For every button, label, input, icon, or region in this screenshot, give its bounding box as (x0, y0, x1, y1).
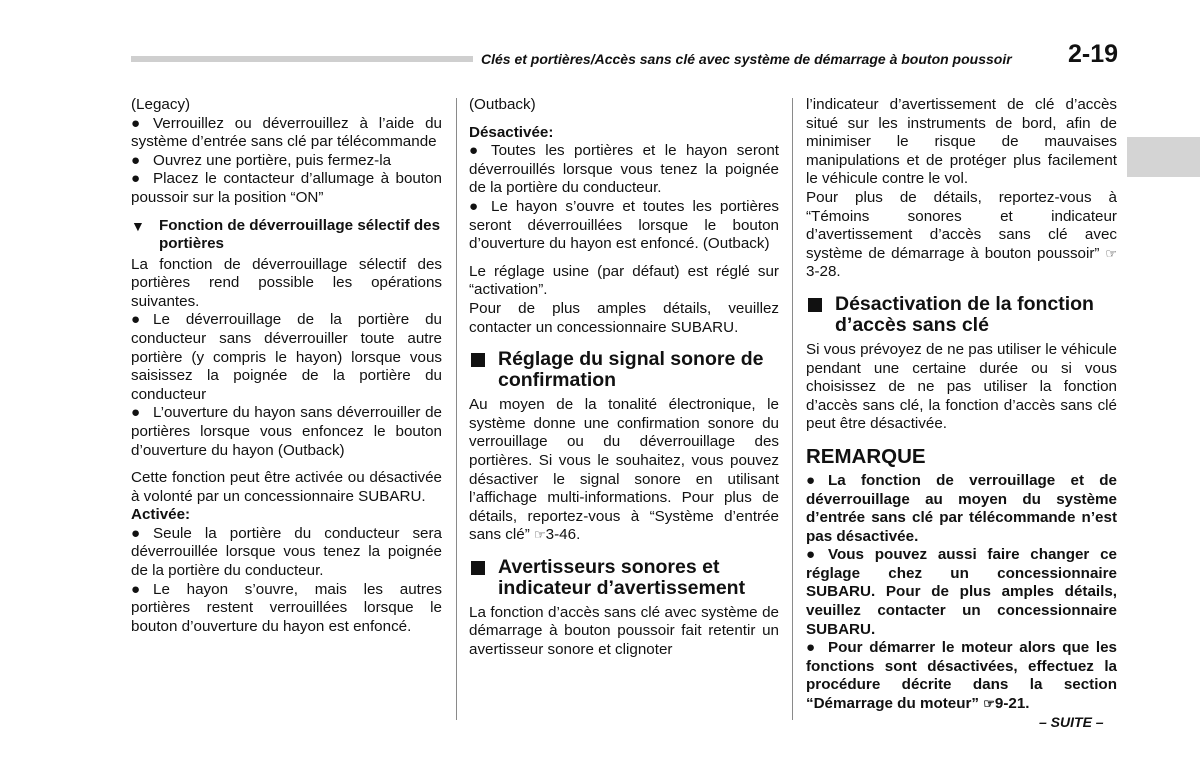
paragraph: Cette fonction peut être activée ou désactivée à volonté par un concessionnaire SUBARU. (131, 469, 442, 505)
remarque-heading: REMARQUE (806, 444, 926, 468)
bullet-icon: ● (806, 546, 816, 564)
page-number: 2-19 (1068, 40, 1119, 68)
section-heading-text: Désactivation de la fonction d’accès sans clé (835, 292, 1094, 336)
bullet-icon: ● (806, 639, 816, 657)
note-item (806, 639, 1117, 713)
note-text: La fonction de verrouillage et de déverrouillage au moyen du système d’entrée sans clé par télécommande n’est pas désactivée. (806, 471, 1117, 545)
page-reference-icon: ☞ (1105, 245, 1117, 261)
section-heading-text: Avertisseurs sonores et indicateur d’avertissement (498, 555, 746, 599)
page-reference-icon: ☞ (534, 527, 546, 543)
desactivee-label: Désactivée: (469, 123, 554, 141)
square-icon (471, 561, 485, 575)
paragraph-legacy: (Legacy) (131, 96, 191, 113)
bullet-text: Placez le contacteur d’allumage à bouton poussoir sur la position “ON” (131, 170, 442, 206)
bullet-text: Verrouillez ou déverrouillez à l’aide du système d’entrée sans clé par télécommande (131, 114, 442, 151)
bullet-item (131, 311, 442, 404)
square-icon (808, 298, 822, 312)
bullet-icon: ● (131, 114, 141, 132)
page-reference: 3-46. (545, 526, 581, 544)
paragraph-text: Au moyen de la tonalité électronique, le système donne une confirmation sonore du verrouillage ou du déverrouillage des portières. Si vous le souhaitez, vous pouvez désactiver le signal sonore en utilisant l’affichage multi-informations. Pour plus de détails, reportez-vous à “Système d’entrée sans clé” (469, 396, 779, 544)
bullet-icon: ● (806, 471, 816, 489)
page-reference-icon: ☞ (983, 696, 995, 712)
page-reference: 3-28. (806, 263, 841, 281)
bullet-item (131, 170, 442, 207)
section-heading (806, 294, 1117, 336)
paragraph: l’indicateur d’avertissement de clé d’accès situé sur les instruments de bord, afin de minimiser le risque de mauvaises manipulations et de protéger plus facilement le véhicule contre le vol. (806, 96, 1117, 188)
note-text: Vous pouvez aussi faire changer ce réglage chez un concessionnaire SUBARU. Pour de plus amples détails, veuillez contacter un concessionnaire SUBARU. (806, 546, 1117, 638)
bullet-item (131, 115, 442, 152)
subsection-heading-text: Fonction de déverrouillage sélectif des portières (159, 216, 441, 252)
note-item (806, 472, 1117, 546)
bullet-text: L’ouverture du hayon sans déverrouiller de portières lorsque vous enfoncez le bouton d’ouverture du hayon (Outback) (131, 404, 442, 459)
bullet-icon: ● (131, 151, 141, 169)
bullet-text: Le hayon s’ouvre, mais les autres portières restent verrouillées lorsque le bouton d’ouverture du hayon est enfoncé. (131, 580, 442, 635)
triangle-icon: ▼ (131, 217, 145, 234)
paragraph: La fonction de déverrouillage sélectif des portières rend possible les opérations suivantes. (131, 255, 442, 310)
chapter-side-tab (1127, 137, 1200, 177)
bullet-text: Le déverrouillage de la portière du conducteur sans déverrouiller toute autre portière (y compris le hayon) lorsque vous saisissez la poignée de la portière du conducteur (131, 311, 442, 403)
header-rule (131, 56, 473, 62)
bullet-icon: ● (469, 142, 479, 160)
bullet-text: Le hayon s’ouvre et toutes les portières seront déverrouillées lorsque le bouton d’ouverture du hayon est enfoncé. (Outback) (469, 197, 779, 253)
bullet-icon: ● (131, 404, 141, 422)
note-item (806, 546, 1117, 639)
column-3 (806, 96, 1117, 714)
bullet-icon: ● (131, 524, 141, 542)
bullet-item (131, 525, 442, 581)
bullet-text: Toutes les portières et le hayon seront déverrouillés lorsque vous tenez la poignée de la portière du conducteur. (469, 142, 779, 197)
bullet-item (469, 142, 779, 198)
section-heading-text: Réglage du signal sonore de confirmation (498, 348, 764, 392)
subsection-heading (131, 217, 442, 253)
bullet-icon: ● (131, 170, 141, 188)
running-header-title: Clés et portières/Accès sans clé avec système de démarrage à bouton poussoir (481, 51, 1012, 67)
paragraph-outback: (Outback) (469, 96, 536, 113)
bullet-item (131, 581, 442, 637)
column-divider-1 (456, 98, 457, 720)
section-heading (469, 349, 779, 391)
paragraph: Le réglage usine (par défaut) est réglé sur “activation”. (469, 262, 779, 299)
activee-label: Activée: (131, 506, 191, 524)
paragraph: Pour de plus amples détails, veuillez contacter un concessionnaire SUBARU. (469, 299, 779, 336)
paragraph: Si vous prévoyez de ne pas utiliser le véhicule pendant une certaine durée ou si vous choisissez de ne pas utiliser la fonction d’accès sans clé, la fonction d’accès sans clé peut être désactivée. (806, 340, 1117, 433)
section-heading (469, 557, 779, 599)
bullet-text: Ouvrez une portière, puis fermez-la (153, 151, 392, 169)
square-icon (471, 353, 485, 367)
paragraph: La fonction d’accès sans clé avec système de démarrage à bouton poussoir fait retentir un avertisseur sonore et clignoter (469, 603, 779, 659)
bullet-icon: ● (131, 580, 141, 598)
page-reference: 9-21. (994, 695, 1030, 713)
bullet-item (131, 152, 442, 171)
paragraph (469, 396, 779, 545)
bullet-icon: ● (131, 311, 141, 329)
paragraph-text: Pour plus de détails, reportez-vous à “Témoins sonores et indicateur d’avertissement d’accès sans clé avec système de démarrage à bouton poussoir” (806, 188, 1117, 262)
note-text: Pour démarrer le moteur alors que les fonctions sont désactivées, effectuez la procédure décrite dans la section “Démarrage du moteur” (806, 639, 1117, 713)
bullet-icon: ● (469, 197, 479, 215)
bullet-item (131, 404, 442, 460)
continued-marker: – SUITE – (1039, 714, 1104, 730)
column-1 (131, 96, 442, 636)
paragraph (806, 189, 1117, 282)
bullet-text: Seule la portière du conducteur sera déverrouillée lorsque vous tenez la poignée de la portière du conducteur. (131, 524, 442, 580)
bullet-item (469, 198, 779, 254)
column-divider-2 (792, 98, 793, 720)
column-2 (469, 96, 779, 660)
